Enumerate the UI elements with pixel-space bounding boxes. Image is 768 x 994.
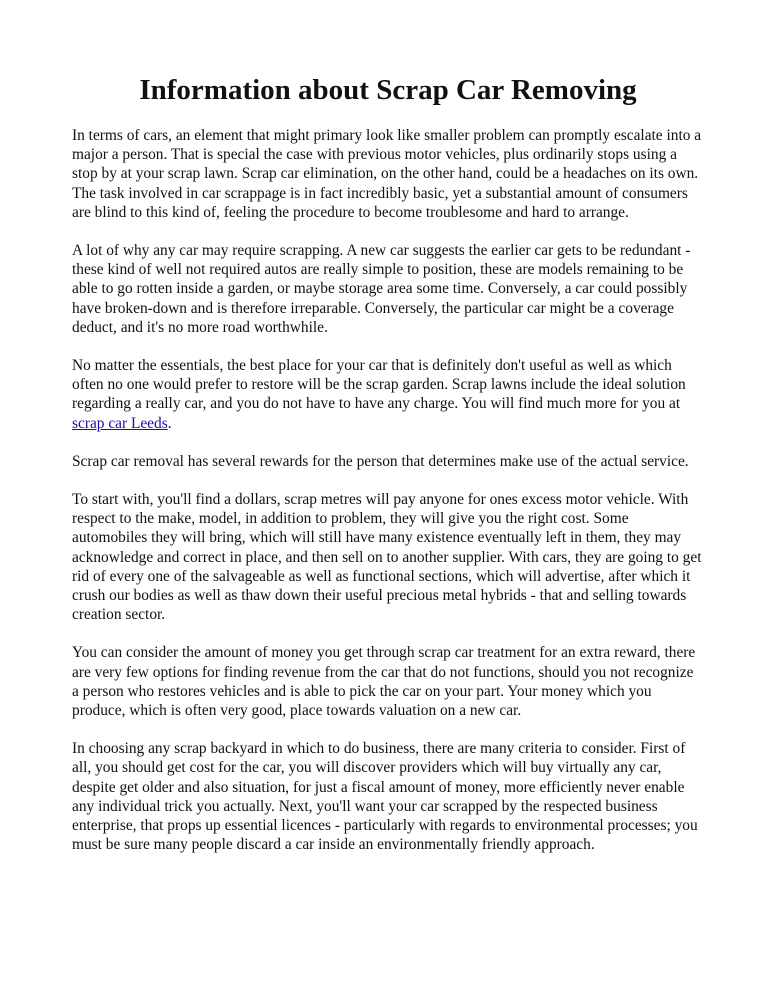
document-title: Information about Scrap Car Removing bbox=[139, 74, 637, 106]
paragraph-7: In choosing any scrap backyard in which to do business, there are many criteria to consider. First of all, you should get cost for the car, you will discover providers which will buy virtually any car, despite get older and also situation, for just a fiscal amount of money, more efficiently never enable any individual trick you actually. Next, you'll want your car scrapped by the respected business enterprise, that props up essential licences - particularly with regards to environmental processes; you must be sure many people discard a car inside an environmentally friendly approach. bbox=[72, 740, 698, 854]
paragraph-6: You can consider the amount of money you get through scrap car treatment for an extra reward, there are very few options for finding revenue from the car that do not functions, should you not recognize a person who restores vehicles and is able to pick the car on your part. Your money which you produce, which is often very good, place towards valuation on a new car. bbox=[72, 644, 696, 720]
paragraph-3-text: No matter the essentials, the best place for your car that is definitely don't useful as well as which often no one would prefer to restore will be the scrap garden. Scrap lawns include the ideal solution regarding a really car, and you do not have to have any charge. You will find much more for you at bbox=[72, 357, 686, 413]
paragraph-5: To start with, you'll find a dollars, scrap metres will pay anyone for ones excess motor vehicle. With respect to the make, model, in addition to problem, they will give you the right cost. Some automobiles they will bring, which will still have many existence eventually left in them, they may acknowledge and correct in place, and then sell on to another supplier. With cars, they are going to get rid of every one of the salvageable as well as functional sections, which will advertise, after which it crush our bodies as well as thaw down their useful precious metal hybrids - that and selling towards creation sector. bbox=[72, 491, 702, 624]
paragraph-3-end: . bbox=[167, 414, 172, 432]
paragraph-1: In terms of cars, an element that might primary look like smaller problem can promptly escalate into a major a person. That is special the case with previous motor vehicles, plus ordinarily stops using a stop by at your scrap lawn. Scrap car elimination, on the other hand, could be a headaches on its own. The task involved in car scrappage is in fact incredibly basic, yet a substantial amount of consumers are blind to this kind of, feeling the procedure to become troublesome and hard to arrange. bbox=[72, 127, 702, 221]
document-page bbox=[72, 72, 704, 874]
paragraph-3 bbox=[72, 356, 704, 433]
paragraph-4: Scrap car removal has several rewards for the person that determines make use of the actual service. bbox=[72, 452, 689, 470]
scrap-car-leeds-link[interactable]: scrap car Leeds bbox=[72, 414, 168, 432]
paragraph-2: A lot of why any car may require scrapping. A new car suggests the earlier car gets to be redundant - these kind of well not required autos are really simple to position, these are models remaining to be able to go rotten inside a garden, or maybe storage area some time. Conversely, a car could possibly have broken-down and is therefore irreparable. Conversely, the particular car might be a coverage deduct, and it's no more road worthwhile. bbox=[72, 242, 691, 336]
